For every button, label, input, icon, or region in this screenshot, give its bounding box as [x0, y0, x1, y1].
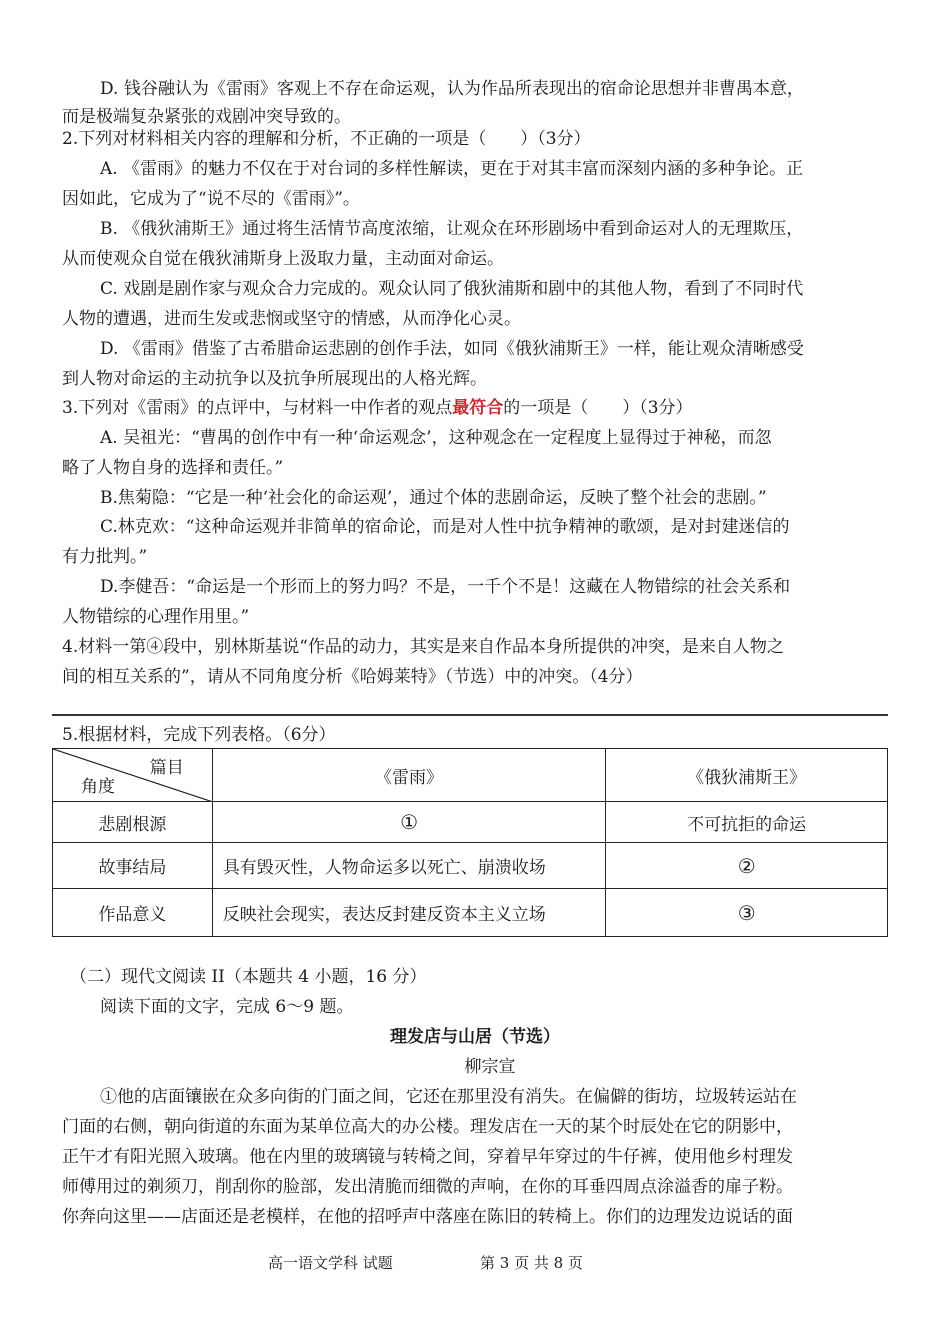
- answer-blank-2[interactable]: ②: [606, 843, 888, 889]
- q2-option-b-line2: 从而使观众自觉在俄狄浦斯身上汲取力量，主动面对命运。: [62, 249, 504, 269]
- option-d-q1-line2: 而是极端复杂紧张的戏剧冲突导致的。: [62, 107, 351, 127]
- option-d-q1-line1: D. 钱谷融认为《雷雨》客观上不存在命运观，认为作品所表现出的宿命论思想并非曹禺本意，: [100, 79, 804, 99]
- question-3-post: 的一项是（ ）（3分）: [503, 398, 693, 418]
- question-2: 2.下列对材料相关内容的理解和分析，不正确的一项是（ ）（3分）: [62, 129, 591, 149]
- corner-bottom-label: 角度: [81, 777, 115, 797]
- article-paragraph-line: 正午才有阳光照入玻璃。他在内里的玻璃镜与转椅之间，穿着早年穿过的牛仔裤，使用他乡村理发: [62, 1147, 793, 1167]
- q2-option-a-line1: A. 《雷雨》的魅力不仅在于对台词的多样性解读，更在于对其丰富而深刻内涵的多种争论。正: [100, 159, 804, 179]
- article-paragraph-line: 你奔向这里——店面还是老模样，在他的招呼声中落座在陈旧的转椅上。你们的边理发边说话的面: [62, 1207, 793, 1227]
- q2-option-b-line1: B. 《俄狄浦斯王》通过将生活情节高度浓缩，让观众在环形剧场中看到命运对人的无理欺压，: [100, 219, 804, 239]
- table-cell: 具有毁灭性，人物命运多以死亡、崩溃收场: [212, 843, 606, 889]
- q2-option-c-line1: C. 戏剧是剧作家与观众合力完成的。观众认同了俄狄浦斯和剧中的其他人物，看到了不同时代: [100, 279, 804, 299]
- table-corner-cell: [53, 749, 213, 802]
- answer-blank-3[interactable]: ③: [606, 889, 888, 937]
- q2-option-d-line1: D. 《雷雨》借鉴了古希腊命运悲剧的创作手法，如同《俄狄浦斯王》一样，能让观众清晰感受: [100, 339, 804, 359]
- question-5: 5.根据材料，完成下列表格。（6分）: [62, 725, 336, 745]
- table-row-head: 作品意义: [53, 889, 213, 937]
- q2-option-c-line2: 人物的遭遇，进而生发或悲悯或坚守的情感，从而净化心灵。: [62, 309, 521, 329]
- reading-instruction: 阅读下面的文字，完成 6～9 题。: [100, 997, 354, 1017]
- q2-option-d-line2: 到人物对命运的主动抗争以及抗争所展现出的人格光辉。: [62, 369, 487, 389]
- corner-diagonal: [53, 749, 213, 802]
- article-author: 柳宗宣: [464, 1057, 516, 1077]
- question-4-line2: 间的相互关系的”，请从不同角度分析《哈姆莱特》（节选）中的冲突。（4分）: [62, 667, 643, 687]
- question-3: [62, 397, 693, 419]
- table-row-head: 悲剧根源: [53, 802, 213, 843]
- footer-subject: 高一语文学科 试题: [268, 1254, 393, 1272]
- section-heading: （二）现代文阅读 II（本题共 4 小题，16 分）: [70, 967, 427, 987]
- footer-page-number: 第 3 页 共 8 页: [480, 1254, 583, 1272]
- q3-option-a-line1: A. 吴祖光：“曹禺的创作中有一种‘命运观念’，这种观念在一定程度上显得过于神秘，而忽: [100, 428, 772, 448]
- q3-option-b: B.焦菊隐：“它是一种‘社会化的命运观’，通过个体的悲剧命运，反映了整个社会的悲剧。”: [100, 488, 767, 508]
- q3-option-c-line2: 有力批判。”: [62, 547, 148, 567]
- divider-line: [52, 714, 888, 716]
- q3-option-c-line1: C.林克欢：“这种命运观并非简单的宿命论，而是对人性中抗争精神的歌颂，是对封建迷信的: [100, 517, 790, 537]
- answer-table: [52, 748, 888, 937]
- table-header-col2: 《俄狄浦斯王》: [606, 749, 888, 802]
- table-header-col1: 《雷雨》: [212, 749, 606, 802]
- article-paragraph-line: 师傅用过的剃须刀，削刮你的脸部，发出清脆而细微的声响，在你的耳垂四周点涂溢香的扉子粉。: [62, 1177, 793, 1197]
- table-cell: 反映社会现实，表达反封建反资本主义立场: [212, 889, 606, 937]
- q3-option-d-line2: 人物错综的心理作用里。”: [62, 607, 250, 627]
- article-paragraph-line: ①他的店面镶嵌在众多向街的门面之间，它还在那里没有消失。在偏僻的街坊，垃圾转运站在: [100, 1087, 797, 1107]
- q3-option-a-line2: 略了人物自身的选择和责任。”: [62, 458, 284, 478]
- question-3-pre: 3.下列对《雷雨》的点评中，与材料一中作者的观点: [62, 398, 453, 418]
- q2-option-a-line2: 因如此，它成为了“说不尽的《雷雨》”。: [62, 189, 360, 209]
- article-title: 理发店与山居（节选）: [390, 1027, 560, 1047]
- question-4-line1: 4.材料一第④段中，别林斯基说“作品的动力，其实是来自作品本身所提供的冲突，是来自人物之: [62, 637, 784, 657]
- article-paragraph-line: 门面的右侧，朝向街道的东面为某单位高大的办公楼。理发店在一天的某个时辰处在它的阴影中，: [62, 1117, 793, 1137]
- q3-option-d-line1: D.李健吾：“命运是一个形而上的努力吗？不是，一千个不是！这藏在人物错综的社会关系和: [100, 577, 791, 597]
- answer-blank-1[interactable]: ①: [212, 802, 606, 843]
- table-row-head: 故事结局: [53, 843, 213, 889]
- corner-top-label: 篇目: [149, 758, 184, 778]
- question-3-highlight: 最符合: [452, 398, 504, 418]
- table-cell: 不可抗拒的命运: [606, 802, 888, 843]
